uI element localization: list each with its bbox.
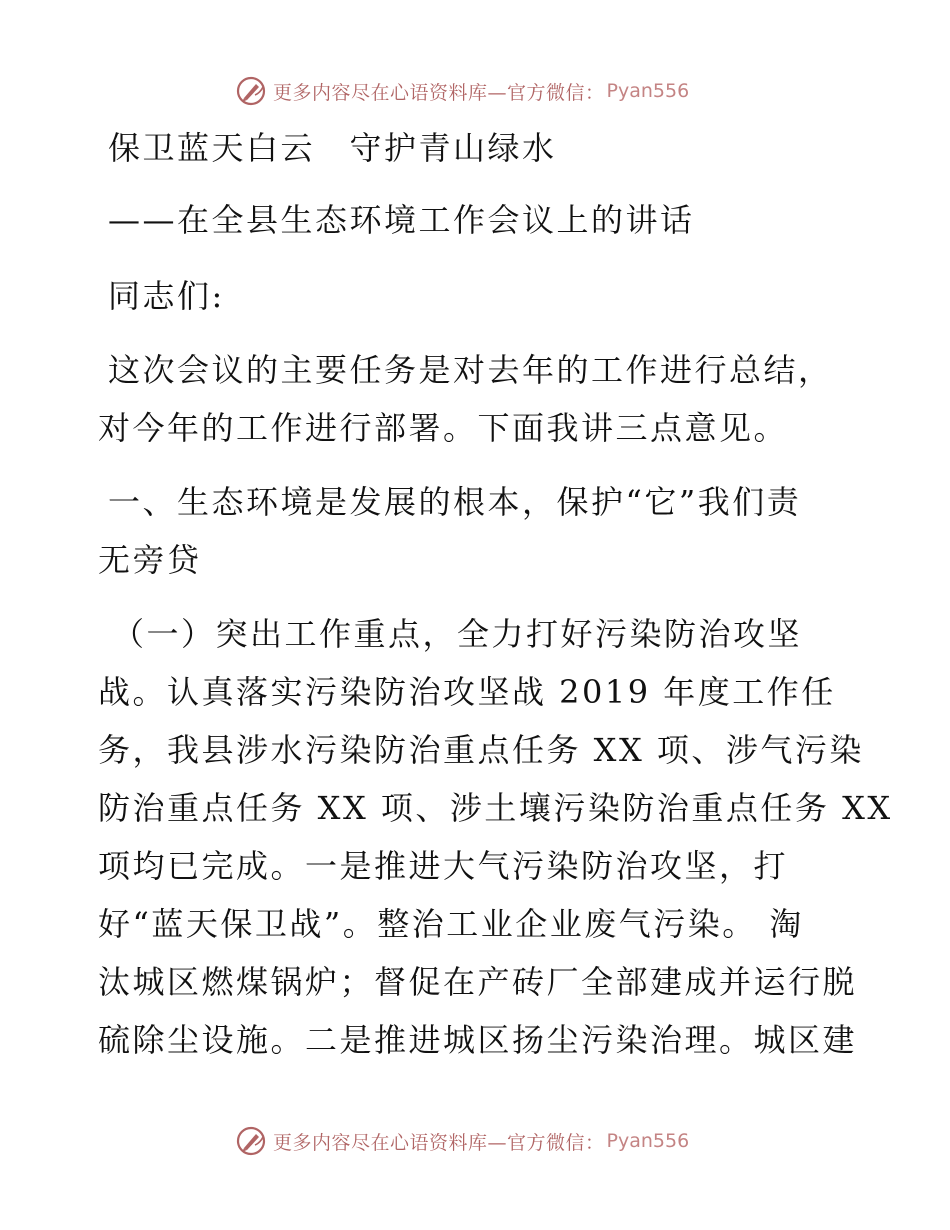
watermark-text: 更多内容尽在心语资料库—官方微信： — [273, 1131, 605, 1154]
pen-logo-icon — [235, 1125, 267, 1157]
paragraph-line: 这次会议的主要任务是对去年的工作进行总结， — [108, 351, 833, 389]
section-heading-line: 无旁贷 — [98, 541, 202, 579]
watermark-text: 更多内容尽在心语资料库—官方微信： — [273, 81, 605, 104]
paragraph-line: 项均已完成。一是推进大气污染防治攻坚，打 — [98, 847, 789, 885]
pen-logo-icon — [235, 75, 267, 107]
document-title: 保卫蓝天白云 守护青山绿水 — [108, 129, 557, 167]
paragraph-line: 防治重点任务 XX 项、涉土壤污染防治重点任务 XX — [98, 789, 893, 827]
paragraph-line: 战。认真落实污染防治攻坚战 2019 年度工作任 — [98, 673, 836, 711]
paragraph-line: （一）突出工作重点，全力打好污染防治攻坚 — [112, 615, 803, 653]
paragraph-line: 汰城区燃煤锅炉；督促在产砖厂全部建成并运行脱 — [98, 963, 858, 1001]
document-subtitle: ——在全县生态环境工作会议上的讲话 — [108, 201, 695, 239]
paragraph-line: 务，我县涉水污染防治重点任务 XX 项、涉气污染 — [98, 731, 864, 769]
paragraph-line: 对今年的工作进行部署。下面我讲三点意见。 — [98, 409, 789, 447]
watermark-header — [235, 74, 689, 108]
salutation: 同志们: — [108, 277, 225, 315]
paragraph-line: 硫除尘设施。二是推进城区扬尘污染治理。城区建 — [98, 1021, 858, 1059]
watermark-footer — [235, 1124, 689, 1158]
watermark-wechat-id: Pyan556 — [606, 80, 690, 102]
section-heading-line: 一、生态环境是发展的根本，保护“它”我们责 — [108, 483, 802, 521]
watermark-wechat-id: Pyan556 — [606, 1130, 690, 1152]
paragraph-line: 好“蓝天保卫战”。整治工业企业废气污染。 淘 — [98, 905, 804, 943]
